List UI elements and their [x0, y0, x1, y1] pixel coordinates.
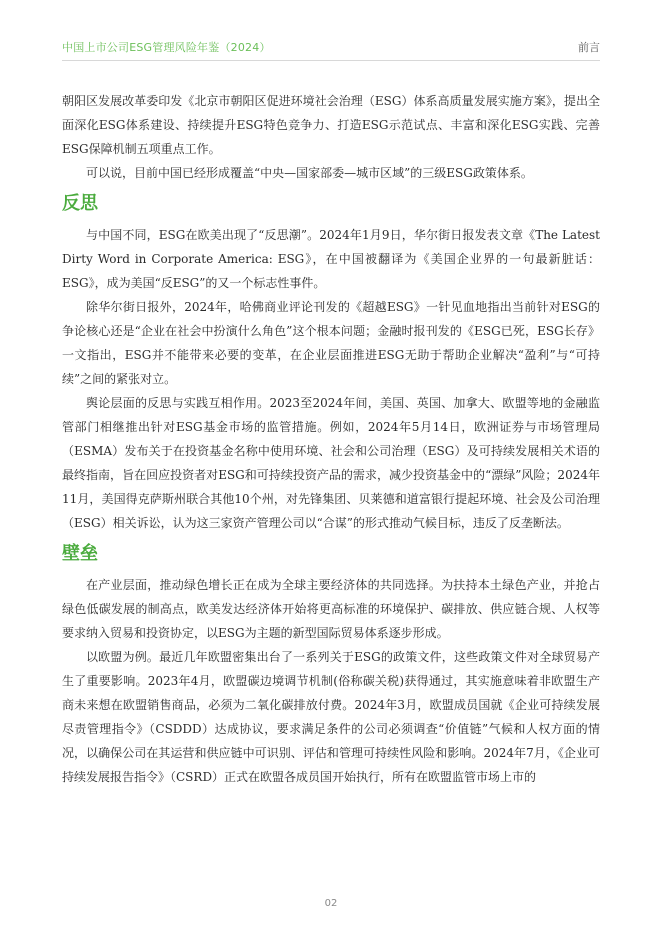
page-number: 02 — [324, 898, 338, 909]
header-title: 中国上市公司ESG管理风险年鉴（2024） — [62, 41, 271, 54]
header-section-label: 前言 — [578, 41, 600, 54]
header-divider — [62, 60, 600, 61]
section-heading-reflection: 反思 — [62, 193, 98, 214]
section-heading-barriers: 壁垒 — [62, 543, 98, 564]
body-paragraph: 以欧盟为例。最近几年欧盟密集出台了一系列关于ESG的政策文件，这些政策文件对全球贸易产生了重要影响。2023年4月，欧盟碳边境调节机制(俗称碳关税)获得通过，其实施意味着非欧盟生产商未来想在欧盟销售商品，必须为二氧化碳排放付费。2024年3月，欧盟成员国就《企业可持续发展尽责管理指令》（CSDDD）达成协议，要求满足条件的公司必须调查“价值链”气候和人权方面的情况，以确保公司在其运营和供应链中可识别、评估和管理可持续性风险和影响。2024年7月，《企业可持续发展报告指令》（CSRD）正式在欧盟各成员国开始执行，所有在欧盟监管市场上市的 — [62, 650, 600, 784]
intro-paragraph: 朝阳区发展改革委印发《北京市朝阳区促进环境社会治理（ESG）体系高质量发展实施方案》，提出全面深化ESG体系建设、持续提升ESG特色竞争力、打造ESG示范试点、丰富和深化ESG实践、完善ESG保障机制五项重点工作。 — [62, 94, 600, 156]
body-paragraph: 除华尔街日报外，2024年，哈佛商业评论刊发的《超越ESG》一针见血地指出当前针对ESG的争论核心还是“企业在社会中扮演什么角色”这个根本问题；金融时报刊发的《ESG已死，ESG长存》一文指出，ESG并不能带来必要的变革，在企业层面推进ESG无助于帮助企业解决“盈利”与“可持续”之间的紧张对立。 — [62, 300, 600, 386]
intro-paragraph: 可以说，目前中国已经形成覆盖“中央—国家部委—城市区域”的三级ESG政策体系。 — [86, 166, 533, 180]
page-body — [62, 89, 600, 789]
body-paragraph: 与中国不同，ESG在欧美出现了“反思潮”。2024年1月9日，华尔街日报发表文章《The Latest Dirty Word in Corporate America: ESG》，在中国被翻译为《美国企业界的一句最新脏话：ESG》，成为美国“反ESG”的又一个标志性事件。 — [62, 228, 600, 290]
page-header — [0, 0, 662, 66]
body-paragraph: 在产业层面，推动绿色增长正在成为全球主要经济体的共同选择。为扶持本土绿色产业，并抢占绿色低碳发展的制高点，欧美发达经济体开始将更高标准的环境保护、碳排放、供应链合规、人权等要求纳入贸易和投资协定，以ESG为主题的新型国际贸易体系逐步形成。 — [62, 578, 600, 640]
body-paragraph: 舆论层面的反思与实践互相作用。2023至2024年间，美国、英国、加拿大、欧盟等地的金融监管部门相继推出针对ESG基金市场的监管措施。例如，2024年5月14日，欧洲证券与市场管理局（ESMA）发布关于在投资基金名称中使用环境、社会和公司治理（ESG）及可持续发展相关术语的最终指南，旨在回应投资者对ESG和可持续投资产品的需求，减少投资基金中的“漂绿”风险；2024年11月，美国得克萨斯州联合其他10个州，对先锋集团、贝莱德和道富银行提起环境、社会及公司治理（ESG）相关诉讼，认为这三家资产管理公司以“合谋”的形式推动气候目标，违反了反垄断法。 — [62, 396, 600, 530]
